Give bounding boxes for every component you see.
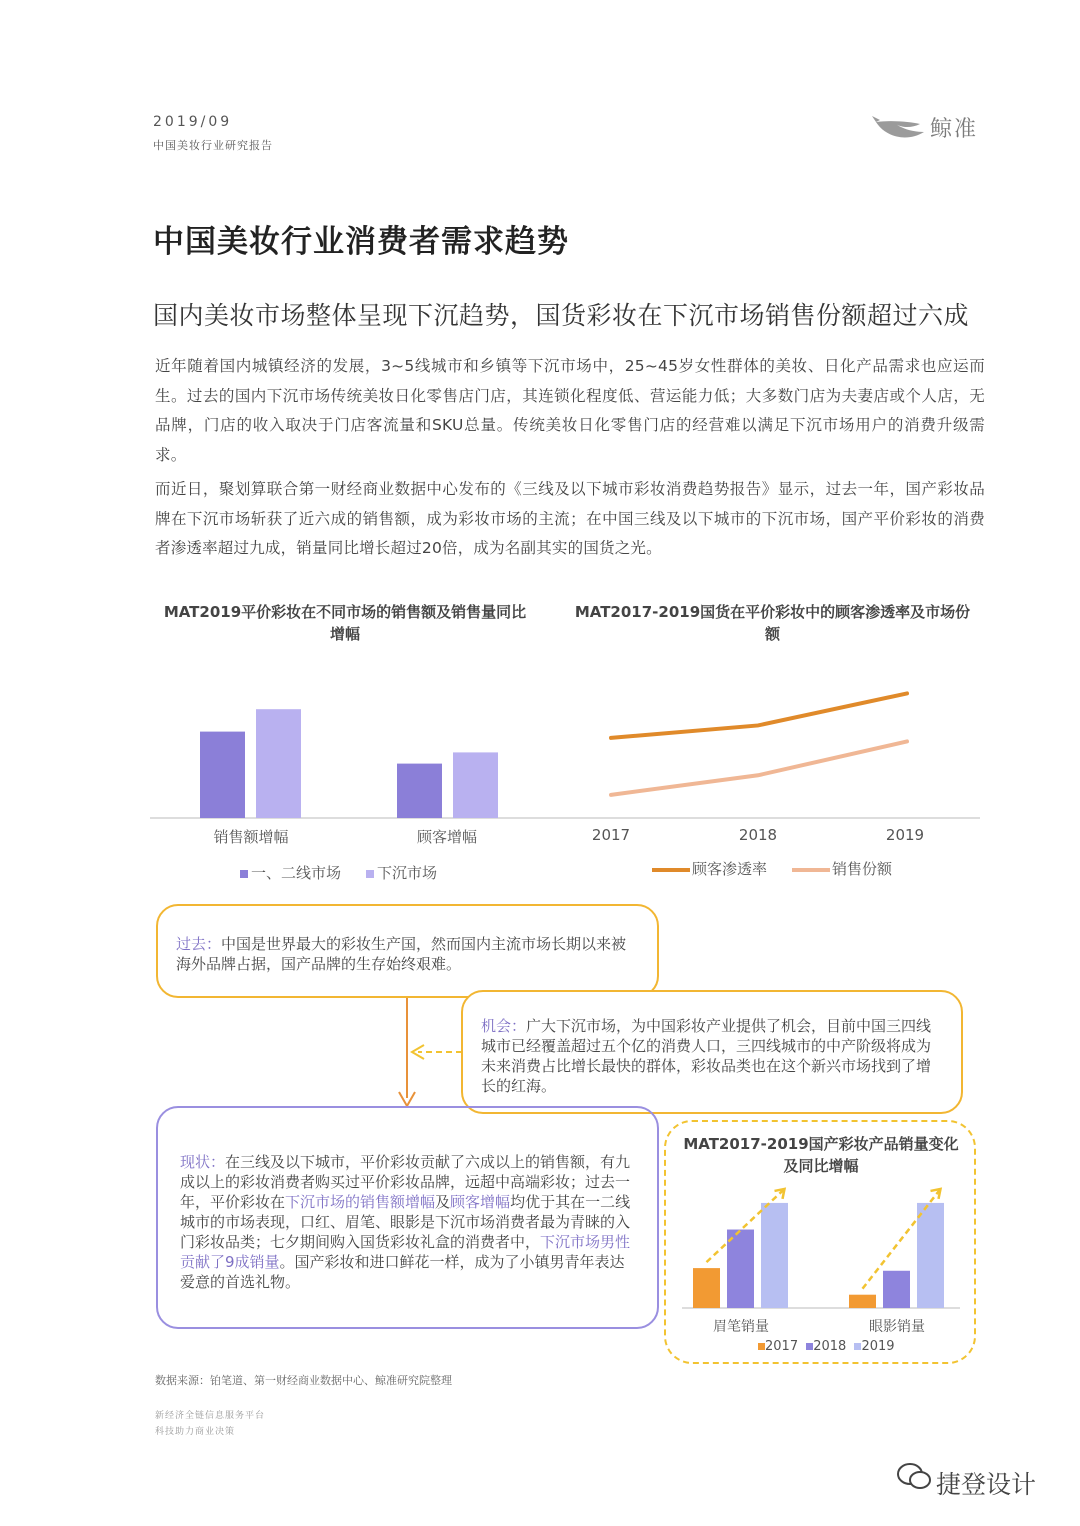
chart3-bar <box>727 1230 754 1308</box>
chart3-bar <box>693 1268 720 1308</box>
legend-label: 2019 <box>861 1339 895 1354</box>
chart1-title: MAT2019平价彩妆在不同市场的销售额及销售量同比增幅 <box>163 603 527 643</box>
box-current-text: 均优于其在一二线城市的市场表现，口红、眉笔、眼影是下沉市场消费者最为青睐的入门彩妆品类；七夕期间购入国货彩妆礼盒的消费者中， <box>180 1193 631 1251</box>
legend-swatch <box>758 1343 765 1350</box>
box-current-text: 。国产彩妆和进口鲜花一样，成为了小镇男青年表达爱意的首选礼物。 <box>180 1253 625 1291</box>
chart2-xlabel-2: 2018 <box>738 826 778 844</box>
box-current-highlight: 顾客增幅 <box>450 1193 511 1211</box>
chart2-xlabel-3: 2019 <box>885 826 925 844</box>
box-current-label: 现状： <box>180 1153 226 1171</box>
box-current-text: 及 <box>435 1193 451 1211</box>
chart3-legend <box>758 1339 895 1354</box>
box-past-text: 中国是世界最大的彩妆生产国，然而国内主流市场长期以来被海外品牌占据，国产品牌的生存始终艰难。 <box>176 935 627 973</box>
footer-line-1: 新经济全链信息服务平台 <box>155 1411 266 1421</box>
chart2-xlabel-1: 2017 <box>591 826 631 844</box>
data-source: 数据来源：铂笔道、第一财经商业数据中心、鲸准研究院整理 <box>155 1374 452 1387</box>
legend-label: 2018 <box>813 1339 847 1354</box>
box-past-label: 过去： <box>176 935 222 953</box>
legend-label: 销售份额 <box>832 860 893 878</box>
chart3-trend-arrowhead <box>931 1189 941 1199</box>
legend-label: 一、二线市场 <box>251 864 342 882</box>
page-subtitle: 国内美妆市场整体呈现下沉趋势，国货彩妆在下沉市场销售份额超过六成 <box>153 301 970 330</box>
box-opportunity-text: 广大下沉市场，为中国彩妆产业提供了机会，目前中国三四线城市已经覆盖超过五个亿的消费人口，三四线城市的中产阶级将成为未来消费占比增长最快的群体，彩妆品类也在这个新兴市场找到了增长的红海。 <box>481 1017 932 1095</box>
box-current-highlight: 下沉市场的销售额增幅 <box>285 1193 436 1211</box>
chart3-xlabel-2: 眼影销量 <box>869 1319 925 1335</box>
chart3-bar <box>917 1203 944 1308</box>
wechat-icon <box>896 1461 932 1491</box>
report-date: 2019/09 <box>153 114 233 130</box>
paragraph-1: 近年随着国内城镇经济的发展，3~5线城市和乡镇等下沉市场中，25~45岁女性群体的美妆、日化产品需求也应运而生。过去的国内下沉市场传统美妆日化零售店门店，其连锁化程度低、营运能力低；大多数门店为夫妻店或个人店，无品牌，门店的收入取决于门店客流量和SKU总量。传统美妆日化零售门店的经营难以满足下沉市场用户的消费升级需求。 <box>155 357 985 464</box>
chart3-bar <box>883 1271 910 1308</box>
chart3-xlabel-1: 眉笔销量 <box>713 1319 769 1335</box>
box-opportunity-label: 机会： <box>481 1017 527 1035</box>
page-title: 中国美妆行业消费者需求趋势 <box>153 224 569 260</box>
chart3-bar <box>849 1295 876 1308</box>
legend-label: 下沉市场 <box>377 864 438 882</box>
chart1-xlabel-1: 销售额增幅 <box>213 828 289 846</box>
box-current-text: 在三线及以下城市，平价彩妆贡献了六成以上的销售额，有九成以上的彩妆消费者购买过平价彩妆品牌，远超中高端彩妆；过去一年，平价彩妆在 <box>180 1153 631 1211</box>
chart3-title: MAT2017-2019国产彩妆产品销量变化及同比增幅 <box>683 1135 959 1175</box>
chart1-xlabel-2: 顾客增幅 <box>416 828 477 846</box>
watermark-text: 捷登设计 <box>936 1470 1037 1499</box>
footer-line-2: 科技助力商业决策 <box>155 1427 236 1437</box>
legend-label: 顾客渗透率 <box>692 860 768 878</box>
paragraph-2: 而近日，聚划算联合第一财经商业数据中心发布的《三线及以下城市彩妆消费趋势报告》显示，过去一年，国产彩妆品牌在下沉市场斩获了近六成的销售额，成为彩妆市场的主流；在中国三线及以下城市的下沉市场，国产平价彩妆的消费者渗透率超过九成，销量同比增长超过20倍，成为名副其实的国货之光。 <box>155 480 985 557</box>
box-current-highlight: 下沉市场男性贡献了9成销量 <box>180 1233 631 1271</box>
chart3-bar <box>761 1203 788 1308</box>
chart2-title: MAT2017-2019国货在平价彩妆中的顾客渗透率及市场份额 <box>574 603 971 643</box>
legend-label: 2017 <box>765 1339 799 1354</box>
report-name: 中国美妆行业研究报告 <box>153 139 273 152</box>
brand-name: 鲸准 <box>930 117 979 142</box>
